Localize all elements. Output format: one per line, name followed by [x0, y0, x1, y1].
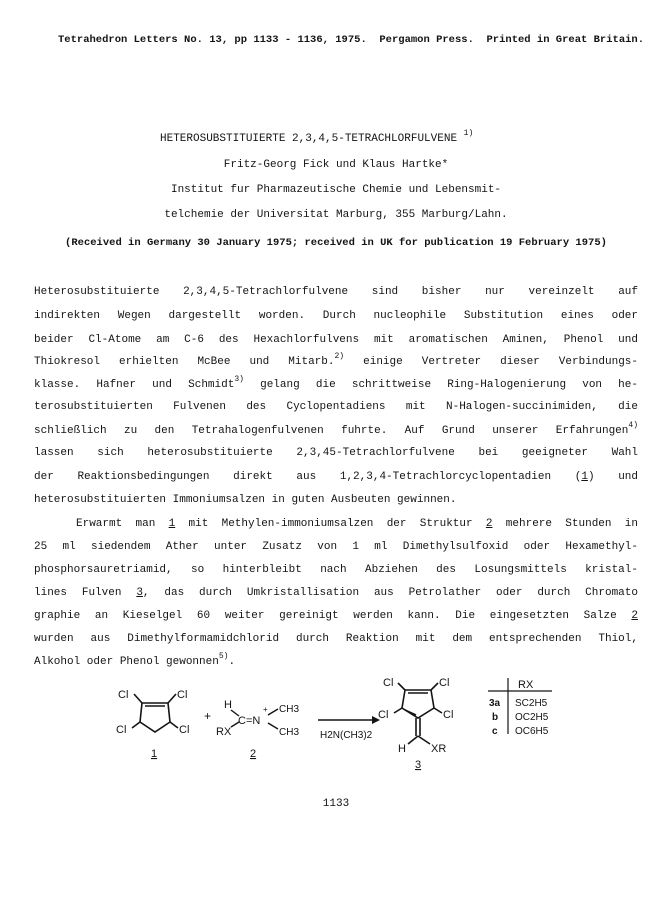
text-run: Alkohol oder Phenol gewonnen	[34, 656, 219, 668]
body-line	[34, 375, 638, 392]
body-line: 25 ml siedendem Ather unter Zusatz von 1 ml Dimethylsulfoxid oder Hexamethyl-	[34, 541, 638, 553]
methyl-group: CH3	[279, 704, 300, 715]
reference-5: 5)	[218, 652, 229, 661]
compound-ref-1: 1	[168, 518, 176, 530]
title-reference: 1)	[463, 129, 474, 138]
text-run: lines Fulven	[34, 587, 137, 599]
text-run: Erwarmt man	[76, 518, 169, 530]
row-value-oc6h5: OC6H5	[515, 726, 549, 737]
chlorine-atom: Cl	[439, 677, 450, 689]
text-run: mit Methylen-immoniumsalzen der Struktur	[175, 518, 486, 530]
immonium-group: C=N	[238, 715, 261, 727]
affiliation-line-1: Institut fur Pharmazeutische Chemie und Lebensmit-	[170, 184, 502, 196]
row-label-c: c	[492, 726, 498, 737]
methyl-group: CH3	[279, 727, 300, 738]
reference-4: 4)	[628, 421, 638, 430]
body-line: beider Cl-Atome am C-6 des Hexachlorfulvens mit aromatischen Aminen, Phenol und	[34, 334, 638, 346]
compound-label-1: 1	[151, 748, 158, 760]
text-run: .	[228, 656, 236, 668]
body-line	[34, 352, 638, 369]
compound-ref-3: 3	[136, 587, 143, 599]
row-value-sc2h5: SC2H5	[515, 698, 548, 709]
hydrogen-atom: H	[398, 743, 406, 755]
text-run: graphie an Kieselgel 60 weiter gereinigt werden kann. Die eingesetzten Salze	[34, 610, 632, 622]
hydrogen-atom: H	[224, 699, 232, 711]
page-number: 1133	[322, 798, 350, 810]
positive-charge: +	[263, 705, 268, 714]
journal-citation: Tetrahedron Letters No. 13, pp 1133 - 1136, 1975.	[58, 34, 367, 46]
compound-3-structure	[394, 683, 442, 744]
compound-ref-2: 2	[631, 610, 638, 622]
body-line	[34, 586, 638, 600]
received-dates: (Received in Germany 30 January 1975; received in UK for publication 19 February 1975)	[65, 237, 607, 249]
chlorine-atom: Cl	[443, 709, 454, 721]
chlorine-atom: Cl	[177, 689, 188, 701]
chlorine-atom: Cl	[116, 724, 127, 736]
reference-3: 3)	[234, 375, 244, 384]
text-run: , das durch Umkristallisation aus Petrolather oder durch Chromato	[142, 587, 638, 599]
text-run: Thiokresol erhielten McBee und Mitarb.	[34, 356, 335, 368]
chlorine-atom: Cl	[378, 709, 389, 721]
eliminated-reagent: H2N(CH3)2	[320, 730, 373, 741]
chlorine-atom: Cl	[179, 724, 190, 736]
reaction-scheme	[0, 670, 672, 780]
affiliation-line-2: telchemie der Universitat Marburg, 355 Marburg/Lahn.	[164, 209, 508, 221]
compound-label-2: 2	[250, 748, 257, 760]
body-line: phosphorsauretriamid, so hinterbleibt nach Abziehen des Losungsmittels kristal-	[34, 564, 638, 576]
authors: Fritz-Georg Fick und Klaus Hartke*	[223, 159, 449, 171]
title-text: HETEROSUBSTITUIERTE 2,3,4,5-TETRACHLORFULVENE	[160, 133, 458, 145]
body-line	[34, 470, 638, 484]
text-run: mehrere Stunden in	[492, 518, 639, 530]
printed-note: Printed in Great Britain.	[486, 34, 645, 46]
row-label-b: b	[492, 712, 499, 723]
body-line: terosubstituierten Fulvenen des Cyclopentadiens mit N-Halogen-succinimiden, die	[34, 401, 638, 413]
body-line: heterosubstituierten Immoniumsalzen in guten Ausbeuten gewinnen.	[34, 494, 457, 506]
text-run: einige Vertreter dieser Verbindungs-	[344, 356, 638, 368]
text-run: ) und	[587, 471, 638, 483]
table-header-rx: RX	[518, 679, 534, 691]
chlorine-atom: Cl	[383, 677, 394, 689]
reference-2: 2)	[334, 352, 345, 361]
text-run: gelang die schrittweise Ring-Halogenierung von he-	[243, 379, 638, 391]
article-title	[160, 129, 474, 146]
body-line	[34, 652, 236, 669]
xr-substituent: XR	[431, 743, 447, 755]
body-line: lassen sich heterosubstituierte 2,3,45-Tetrachlorfulvene bei geeigneter Wahl	[34, 447, 638, 459]
text-run: schließlich zu den Tetrahalogenfulvenen fuhrte. Auf Grund unserer Erfahrungen	[34, 425, 629, 437]
compound-ref-2: 2	[485, 518, 493, 530]
compound-ref-1: 1	[581, 471, 588, 483]
text-run: klasse. Hafner und Schmidt	[34, 379, 235, 391]
publisher: Pergamon Press.	[379, 34, 474, 46]
compound-label-3: 3	[415, 759, 422, 771]
text-run: der Reaktionsbedingungen direkt aus 1,2,3,4-Tetrachlorcyclopentadien (	[34, 471, 582, 483]
rx-substituent: RX	[216, 726, 232, 738]
body-line: Heterosubstituierte 2,3,4,5-Tetrachlorfulvene sind bisher nur vereinzelt auf	[34, 286, 638, 298]
row-label-3a: 3a	[489, 698, 501, 709]
body-line	[34, 609, 638, 623]
reaction-arrow	[318, 716, 380, 724]
running-header	[58, 33, 644, 47]
chlorine-atom: Cl	[118, 689, 129, 701]
body-line: indirekten Wegen dargestellt worden. Durch nucleophile Substitution eines oder	[34, 310, 638, 322]
body-line	[34, 421, 638, 438]
plus-sign: +	[204, 709, 212, 723]
compound-1-structure	[132, 694, 178, 732]
body-line	[76, 517, 638, 531]
row-value-oc2h5: OC2H5	[515, 712, 549, 723]
body-line: wurden aus Dimethylformamidchlorid durch Reaktion mit dem entsprechenden Thiol,	[34, 633, 638, 645]
